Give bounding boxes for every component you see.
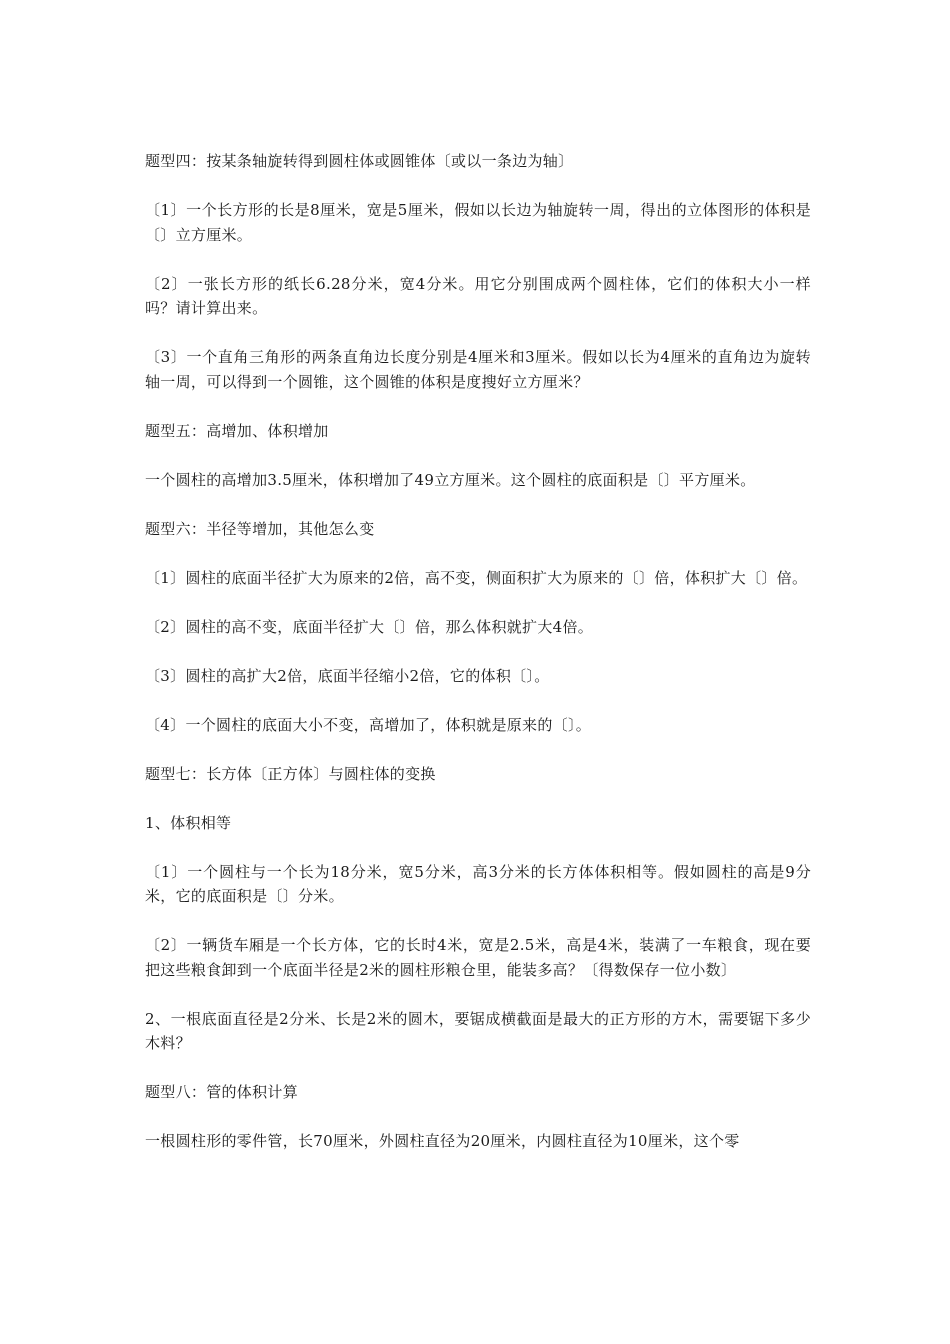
heading-type-8: 题型八：管的体积计算 (145, 1083, 299, 1101)
question-6-1: 〔1〕圆柱的底面半径扩大为原来的2倍，高不变，侧面积扩大为原来的〔〕倍，体积扩大〔〕倍。 (145, 568, 808, 587)
heading-type-5: 题型五：高增加、体积增加 (145, 421, 329, 440)
question-8-1: 一根圆柱形的零件管，长70厘米，外圆柱直径为20厘米，内圆柱直径为10厘米，这个零 (145, 1132, 740, 1150)
question-5-1: 一个圆柱的高增加3.5厘米，体积增加了49立方厘米。这个圆柱的底面积是〔〕平方厘米。 (145, 470, 756, 489)
heading-type-6: 题型六：半径等增加，其他怎么变 (145, 519, 375, 538)
heading-type-4: 题型四：按某条轴旋转得到圆柱体或圆锥体〔或以一条边为轴〕 (145, 152, 574, 170)
document-body (145, 149, 811, 1154)
question-7-3: 2、一根底面直径是2分米、长是2米的圆木，要锯成横截面是最大的正方形的方木，需要锯下多少木料？ (145, 1009, 811, 1052)
question-6-3: 〔3〕圆柱的高扩大2倍，底面半径缩小2倍，它的体积〔〕。 (145, 666, 550, 685)
question-4-2: 〔2〕一张长方形的纸长6.28分米，宽4分米。用它分别围成两个圆柱体，它们的体积大小一样吗？请计算出来。 (145, 274, 811, 317)
subheading-equal-volume: 1、体积相等 (145, 813, 232, 832)
question-6-2: 〔2〕圆柱的高不变，底面半径扩大〔〕倍，那么体积就扩大4倍。 (145, 617, 594, 636)
question-4-3: 〔3〕一个直角三角形的两条直角边长度分别是4厘米和3厘米。假如以长为4厘米的直角边为旋转轴一周，可以得到一个圆锥，这个圆锥的体积是度搜好立方厘米？ (145, 348, 811, 391)
question-7-1: 〔1〕一个圆柱与一个长为18分米，宽5分米，高3分米的长方体体积相等。假如圆柱的高是9分米，它的底面积是〔〕分米。 (145, 862, 811, 905)
heading-type-7: 题型七：长方体〔正方体〕与圆柱体的变换 (145, 764, 436, 783)
question-4-1: 〔1〕一个长方形的长是8厘米，宽是5厘米，假如以长边为轴旋转一周，得出的立体图形的体积是〔〕立方厘米。 (145, 201, 811, 244)
question-6-4: 〔4〕一个圆柱的底面大小不变，高增加了，体积就是原来的〔〕。 (145, 715, 592, 734)
question-7-2: 〔2〕一辆货车厢是一个长方体，它的长时4米，宽是2.5米，高是4米，装满了一车粮食，现在要把这些粮食卸到一个底面半径是2米的圆柱形粮仓里，能装多高？〔得数保存一位小数〕 (145, 936, 811, 979)
